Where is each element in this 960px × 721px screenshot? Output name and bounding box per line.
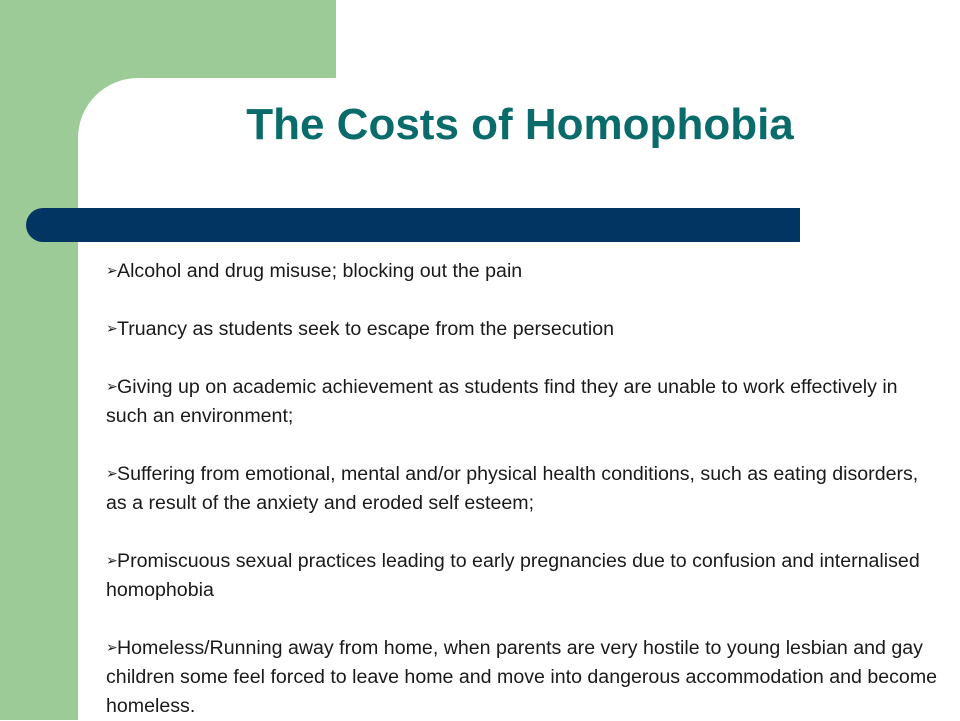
title-underline-bar [26,208,800,242]
bullet-item [106,256,941,286]
slide-title: The Costs of Homophobia [246,100,794,149]
bullet-text: Promiscuous sexual practices leading to early pregnancies due to confusion and internalised homophobia [106,550,920,601]
bullet-text: Giving up on academic achievement as students find they are unable to work effectively in such an environment; [106,376,898,427]
bullet-text: Truancy as students seek to escape from the persecution [117,318,614,340]
arrow-bullet-icon: ➢ [106,639,118,655]
bullet-item [106,372,941,431]
bullet-text: Suffering from emotional, mental and/or physical health conditions, such as eating disorders, as a result of the anxiety and eroded self esteem; [106,463,919,514]
arrow-bullet-icon: ➢ [106,465,118,481]
bullet-list [106,256,941,721]
arrow-bullet-icon: ➢ [106,552,118,568]
bullet-item [106,459,941,518]
bullet-text: Homeless/Running away from home, when parents are very hostile to young lesbian and gay children some feel forced to leave home and move into dangerous accommodation and become homeless. [106,637,938,717]
bullet-item [106,546,941,605]
bullet-item [106,633,941,721]
bullet-text: Alcohol and drug misuse; blocking out the pain [117,260,523,282]
bullet-item [106,314,941,344]
arrow-bullet-icon: ➢ [106,378,118,394]
arrow-bullet-icon: ➢ [106,262,118,278]
arrow-bullet-icon: ➢ [106,320,118,336]
